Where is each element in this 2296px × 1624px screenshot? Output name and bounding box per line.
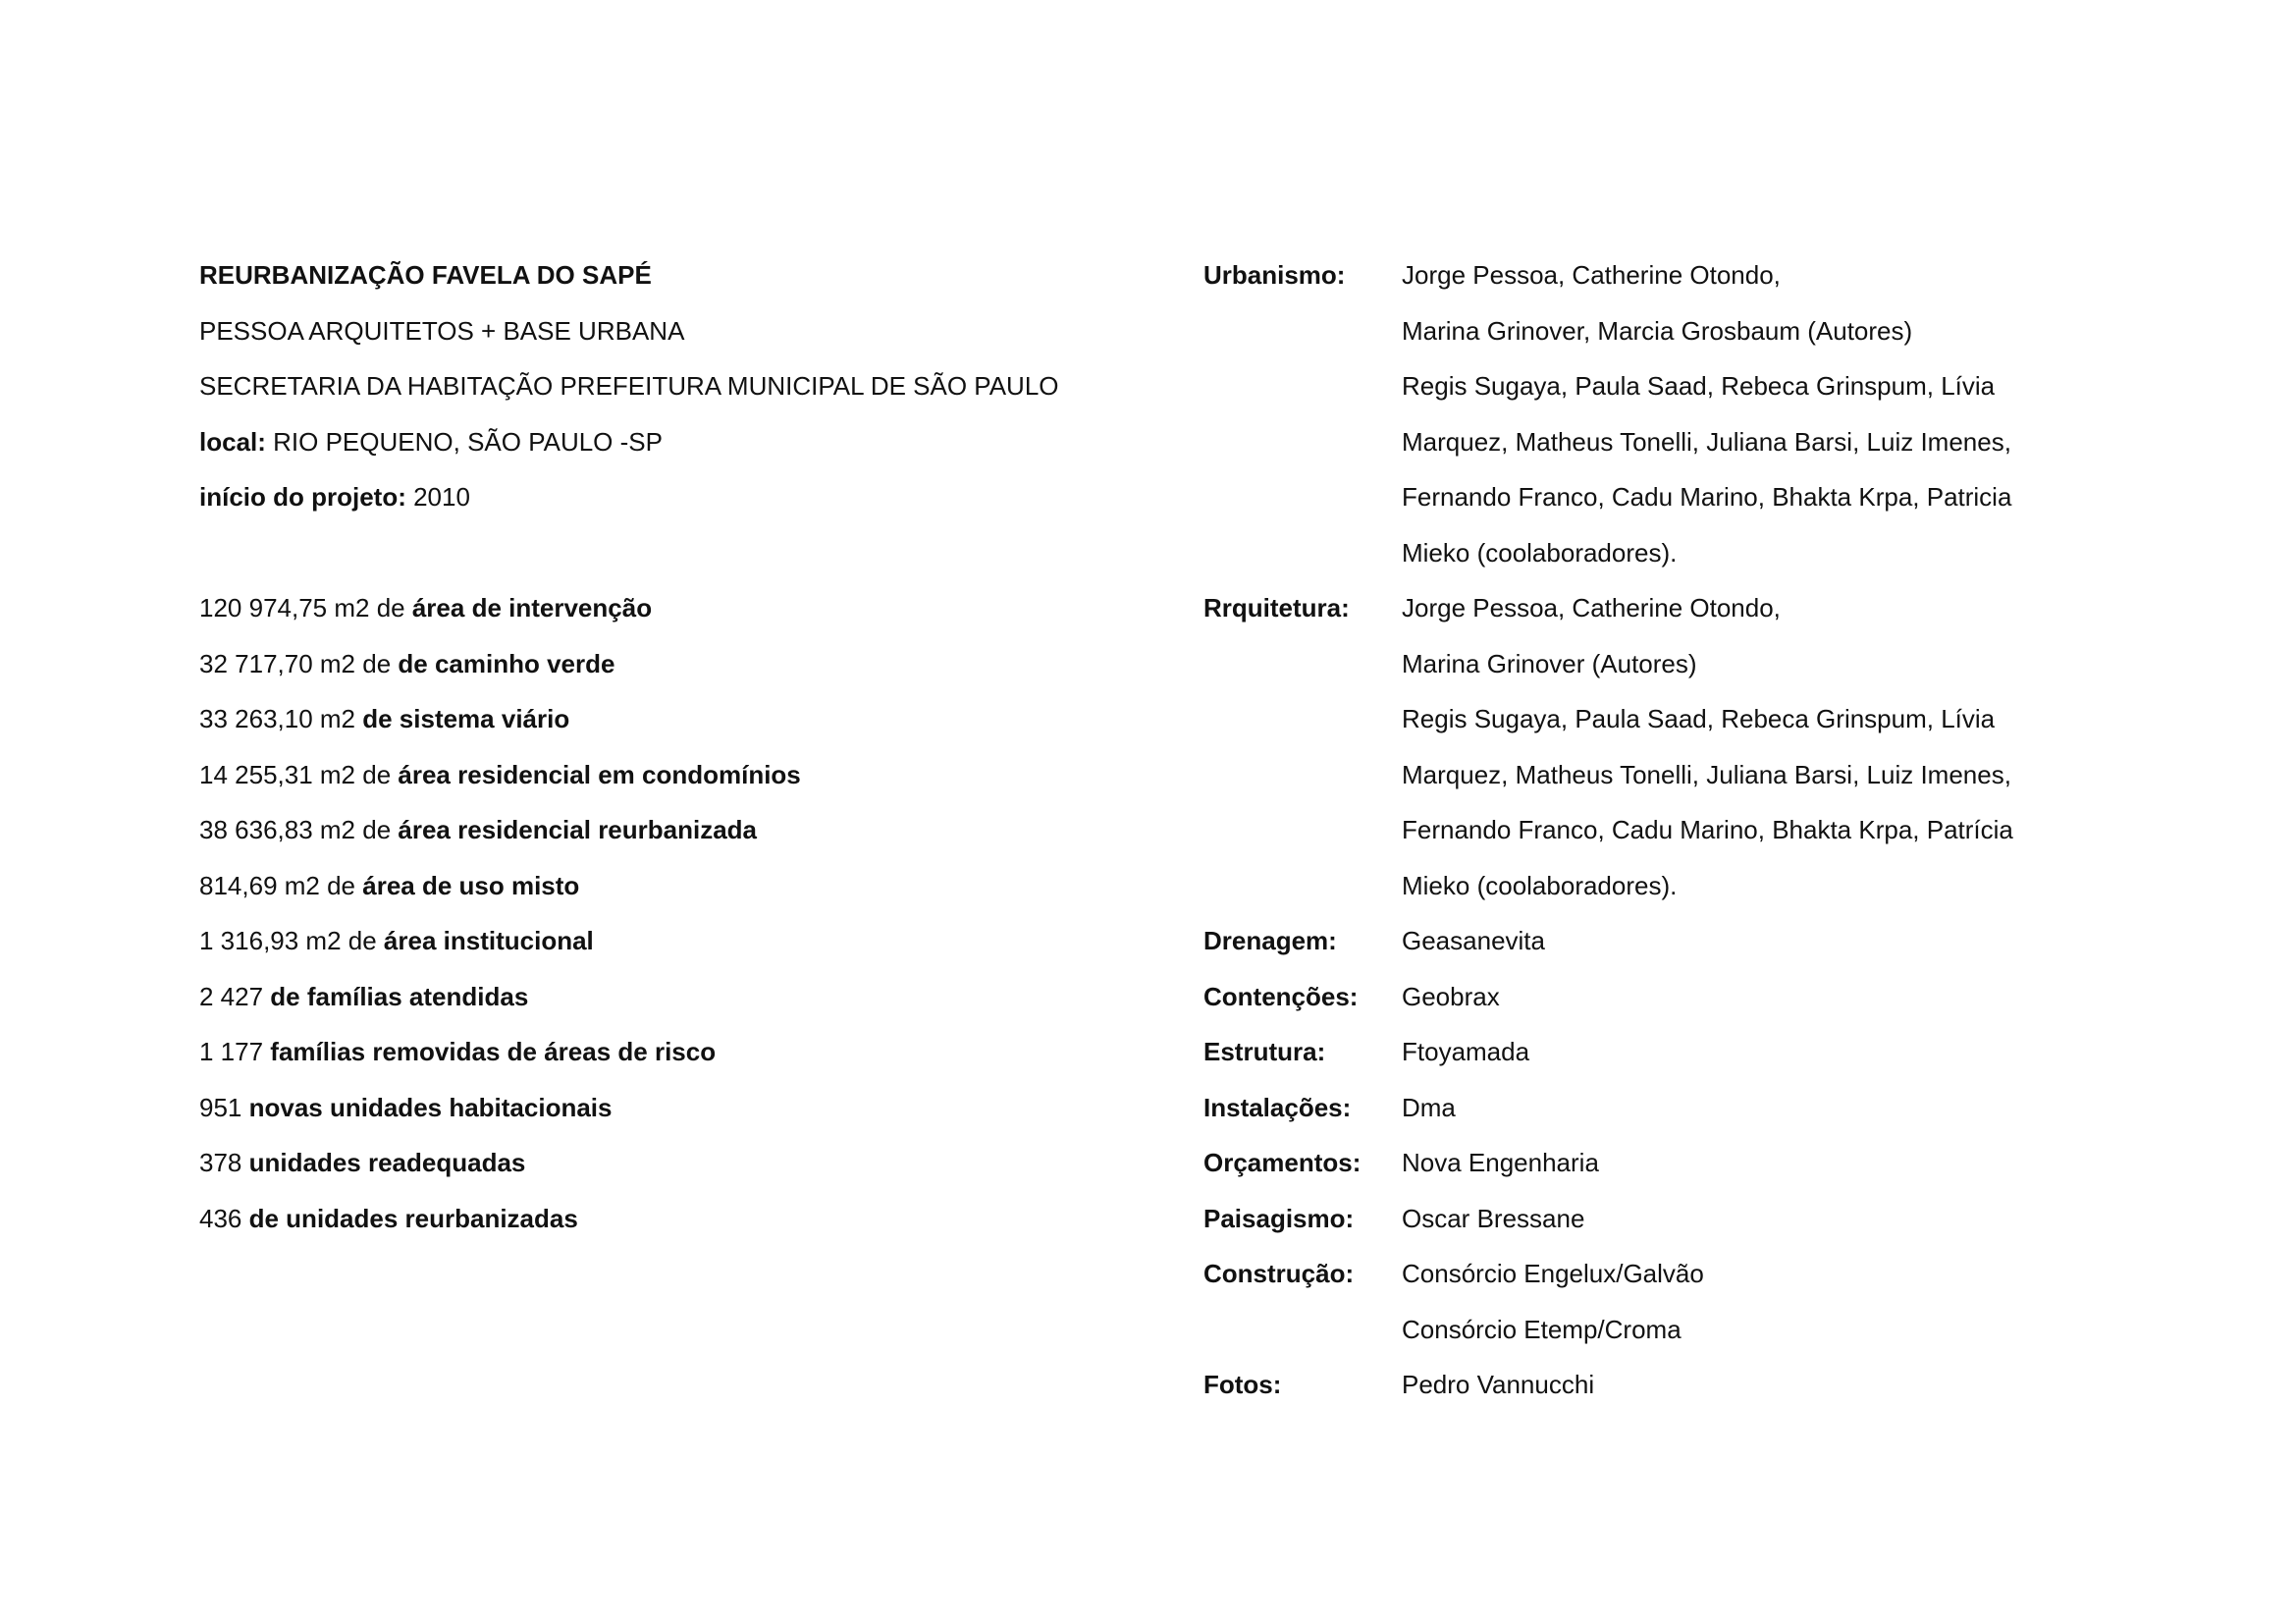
credit-label: Paisagismo:	[1203, 1203, 1355, 1233]
stat-label: famílias removidas de áreas de risco	[270, 1037, 717, 1066]
project-location	[199, 414, 1181, 470]
stat-value: 33 263,10 m2	[199, 704, 363, 733]
stat-row	[199, 691, 1181, 747]
credit-values	[1402, 580, 2244, 913]
credit-line: Marquez, Matheus Tonelli, Juliana Barsi, Luiz Imenes,	[1402, 426, 2011, 457]
stat-label: área residencial reurbanizada	[398, 815, 758, 844]
credit-label: Rrquitetura:	[1203, 593, 1350, 623]
credit-line: Marina Grinover, Marcia Grosbaum (Autores)	[1402, 315, 1913, 346]
stat-value: 951	[199, 1092, 249, 1122]
stat-label: de sistema viário	[362, 704, 570, 733]
project-client: SECRETARIA DA HABITAÇÃO PREFEITURA MUNICIPAL DE SÃO PAULO	[199, 371, 1059, 401]
stat-row	[199, 858, 1181, 914]
credit-line: Mieko (coolaboradores).	[1402, 870, 1678, 900]
credit-label: Fotos:	[1203, 1370, 1282, 1399]
stat-label: área de intervenção	[411, 593, 653, 623]
stat-label: de unidades reurbanizadas	[248, 1203, 578, 1233]
stat-value: 14 255,31 m2 de	[199, 759, 399, 789]
credit-values	[1402, 1024, 2244, 1080]
stat-row	[199, 1135, 1181, 1191]
credit-line: Dma	[1402, 1092, 1456, 1122]
credit-values	[1402, 1191, 2244, 1247]
credit-values	[1402, 1080, 2244, 1136]
credit-label: Estrutura:	[1203, 1037, 1326, 1066]
credit-line: Consórcio Etemp/Croma	[1402, 1314, 1682, 1344]
credit-values	[1402, 247, 2244, 580]
credit-row	[1203, 1357, 2244, 1413]
project-architects: PESSOA ARQUITETOS + BASE URBANA	[199, 315, 685, 346]
credit-label: Drenagem:	[1203, 926, 1337, 955]
credit-line: Jorge Pessoa, Catherine Otondo,	[1402, 593, 1781, 623]
credit-values	[1402, 969, 2244, 1025]
stat-label: de caminho verde	[398, 648, 615, 678]
credit-line: Geasanevita	[1402, 926, 1545, 955]
credit-line: Geobrax	[1402, 981, 1500, 1011]
stat-value: 32 717,70 m2 de	[199, 648, 399, 678]
credit-label: Urbanismo:	[1203, 260, 1346, 290]
stat-row	[199, 747, 1181, 803]
credit-row	[1203, 913, 2244, 969]
spacer	[199, 525, 1181, 581]
credit-row	[1203, 1191, 2244, 1247]
location-value: RIO PEQUENO, SÃO PAULO -SP	[265, 426, 663, 457]
credit-label: Construção:	[1203, 1259, 1355, 1288]
stat-label: de famílias atendidas	[270, 981, 529, 1011]
stat-row	[199, 580, 1181, 636]
credit-values	[1402, 1135, 2244, 1191]
stat-row	[199, 636, 1181, 692]
credit-line: Ftoyamada	[1402, 1037, 1530, 1066]
credit-label: Orçamentos:	[1203, 1148, 1362, 1177]
stat-row	[199, 1024, 1181, 1080]
stat-row	[199, 969, 1181, 1025]
credit-label: Instalações:	[1203, 1092, 1352, 1122]
credit-values	[1402, 913, 2244, 969]
credits-column	[1203, 247, 2244, 1413]
stat-row	[199, 802, 1181, 858]
stat-value: 814,69 m2 de	[199, 870, 363, 900]
stat-value: 1 177	[199, 1037, 271, 1066]
start-label: início do projeto:	[199, 482, 406, 512]
credit-line: Regis Sugaya, Paula Saad, Rebeca Grinspum, Lívia	[1402, 371, 1996, 401]
credit-line: Nova Engenharia	[1402, 1148, 1599, 1177]
stat-label: novas unidades habitacionais	[248, 1092, 613, 1122]
credit-line: Consórcio Engelux/Galvão	[1402, 1259, 1704, 1288]
stat-value: 2 427	[199, 981, 271, 1011]
stat-label: unidades readequadas	[248, 1148, 526, 1177]
start-value: 2010	[405, 482, 470, 512]
stat-value: 378	[199, 1148, 249, 1177]
credits-list	[1203, 247, 2244, 1413]
stat-label: área de uso misto	[362, 870, 580, 900]
project-start	[199, 469, 1181, 525]
project-title: REURBANIZAÇÃO FAVELA DO SAPÉ	[199, 260, 652, 290]
credit-line: Jorge Pessoa, Catherine Otondo,	[1402, 260, 1781, 290]
stat-row	[199, 1080, 1181, 1136]
location-label: local:	[199, 426, 266, 457]
credit-line: Fernando Franco, Cadu Marino, Bhakta Krpa, Patrícia	[1402, 815, 2013, 844]
stat-label: área residencial em condomínios	[398, 759, 801, 789]
credit-line: Marquez, Matheus Tonelli, Juliana Barsi, Luiz Imenes,	[1402, 759, 2011, 789]
credit-row	[1203, 580, 2244, 913]
credit-row	[1203, 1080, 2244, 1136]
credit-row	[1203, 969, 2244, 1025]
stat-value: 1 316,93 m2 de	[199, 926, 384, 955]
stat-label: área institucional	[383, 926, 594, 955]
stats-list	[199, 580, 1181, 1246]
stat-row	[199, 913, 1181, 969]
stat-value: 436	[199, 1203, 249, 1233]
credit-line: Regis Sugaya, Paula Saad, Rebeca Grinspum, Lívia	[1402, 704, 1996, 733]
project-info-column	[199, 247, 1181, 1246]
credit-line: Marina Grinover (Autores)	[1402, 648, 1697, 678]
credit-line: Pedro Vannucchi	[1402, 1370, 1595, 1399]
credit-line: Mieko (coolaboradores).	[1402, 537, 1678, 568]
stat-value: 120 974,75 m2 de	[199, 593, 412, 623]
credit-line: Oscar Bressane	[1402, 1203, 1585, 1233]
credit-row	[1203, 1246, 2244, 1357]
credit-row	[1203, 1024, 2244, 1080]
stat-row	[199, 1191, 1181, 1247]
credit-row	[1203, 1135, 2244, 1191]
credit-values	[1402, 1246, 2244, 1357]
credit-label: Contenções:	[1203, 981, 1359, 1011]
stat-value: 38 636,83 m2 de	[199, 815, 399, 844]
credit-values	[1402, 1357, 2244, 1413]
credit-row	[1203, 247, 2244, 580]
credit-line: Fernando Franco, Cadu Marino, Bhakta Krpa, Patricia	[1402, 482, 2012, 512]
